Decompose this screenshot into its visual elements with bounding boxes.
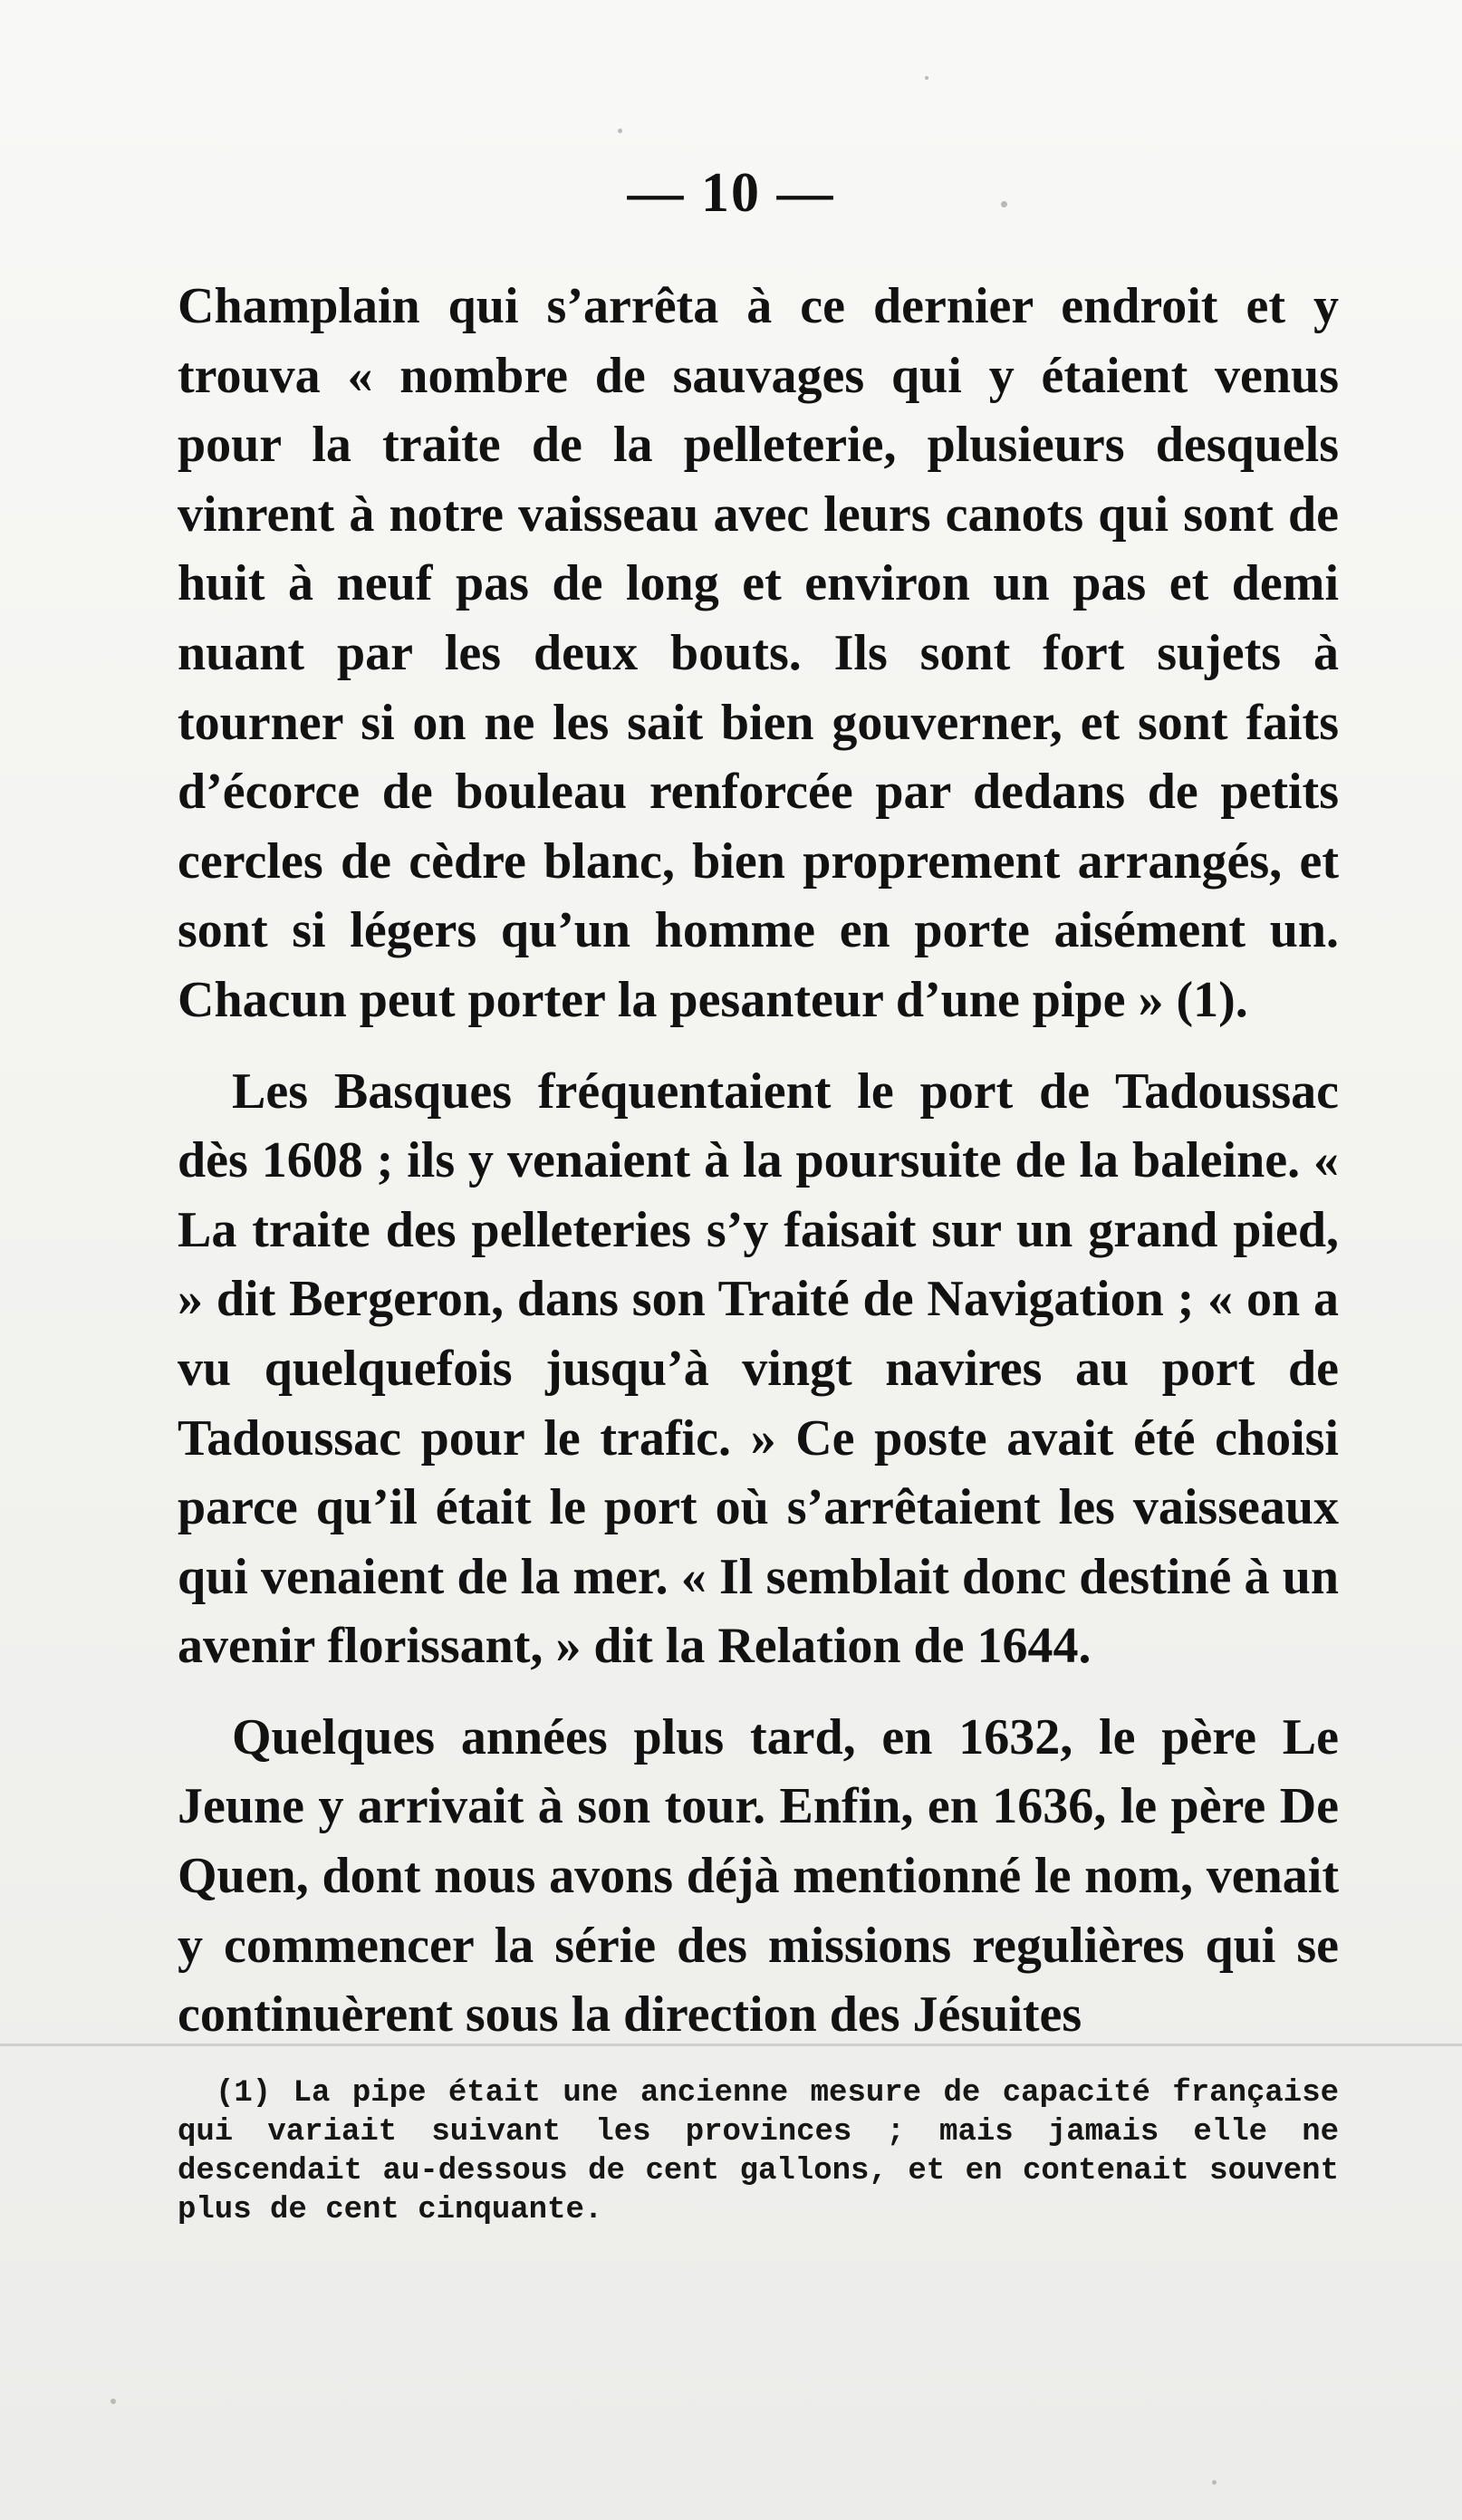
body-text (178, 272, 1339, 2050)
footnote-text: (1) La pipe était une ancienne mesure de capacité française qui variait suivant les provinces ; mais jamais elle ne descendait au-dessous de cent gallons, et en contenait souvent plus de cent cinquante. (178, 2076, 1339, 2227)
paragraph-1: Champlain qui s’arrêta à ce dernier endroit et y trouva « nombre de sauvages qui y étaient venus pour la traite de la pelleterie, plusieurs desquels vinrent à notre vaisseau avec leurs canots qui sont de huit à neuf pas de long et environ un pas et demi nuant par les deux bouts. Ils sont fort sujets à tourner si on ne les sait bien gouverner, et sont faits d’écorce de bouleau renforcée par dedans de petits cercles de cèdre blanc, bien proprement arrangés, et sont si légers qu’un homme en porte aisément un. Chacun peut porter la pesanteur d’une pipe » (1). (178, 278, 1339, 1028)
paper-speck (1001, 201, 1007, 207)
footnote-divider (0, 2044, 1462, 2046)
paper-speck (111, 2399, 116, 2404)
paper-speck (925, 76, 928, 80)
paragraph-2: Les Basques fréquentaient le port de Tadoussac dès 1608 ; ils y venaient à la poursuite de la baleine. « La traite des pelleteries s’y faisait sur un grand pied, » dit Bergeron, dans son Traité de Navigation ; « on a vu quelquefois jusqu’à vingt navires au port de Tadoussac pour le trafic. » Ce poste avait été choisi parce qu’il était le port où s’arrêtaient les vaisseaux qui venaient de la mer. « Il semblait donc destiné à un avenir florissant, » dit la Relation de 1644. (178, 1063, 1339, 1675)
paper-speck (618, 129, 622, 133)
paragraph-3: Quelques années plus tard, en 1632, le père Le Jeune y arrivait à son tour. Enfin, en 1636, le père De Quen, dont nous avons déjà mentionné le nom, venait y commencer la série des missions regulières qui se continuèrent sous la direction des Jésuites (178, 1708, 1339, 2044)
footnote (178, 2074, 1339, 2230)
page-number: — 10 — (627, 162, 835, 224)
paper-speck (1212, 2480, 1217, 2485)
